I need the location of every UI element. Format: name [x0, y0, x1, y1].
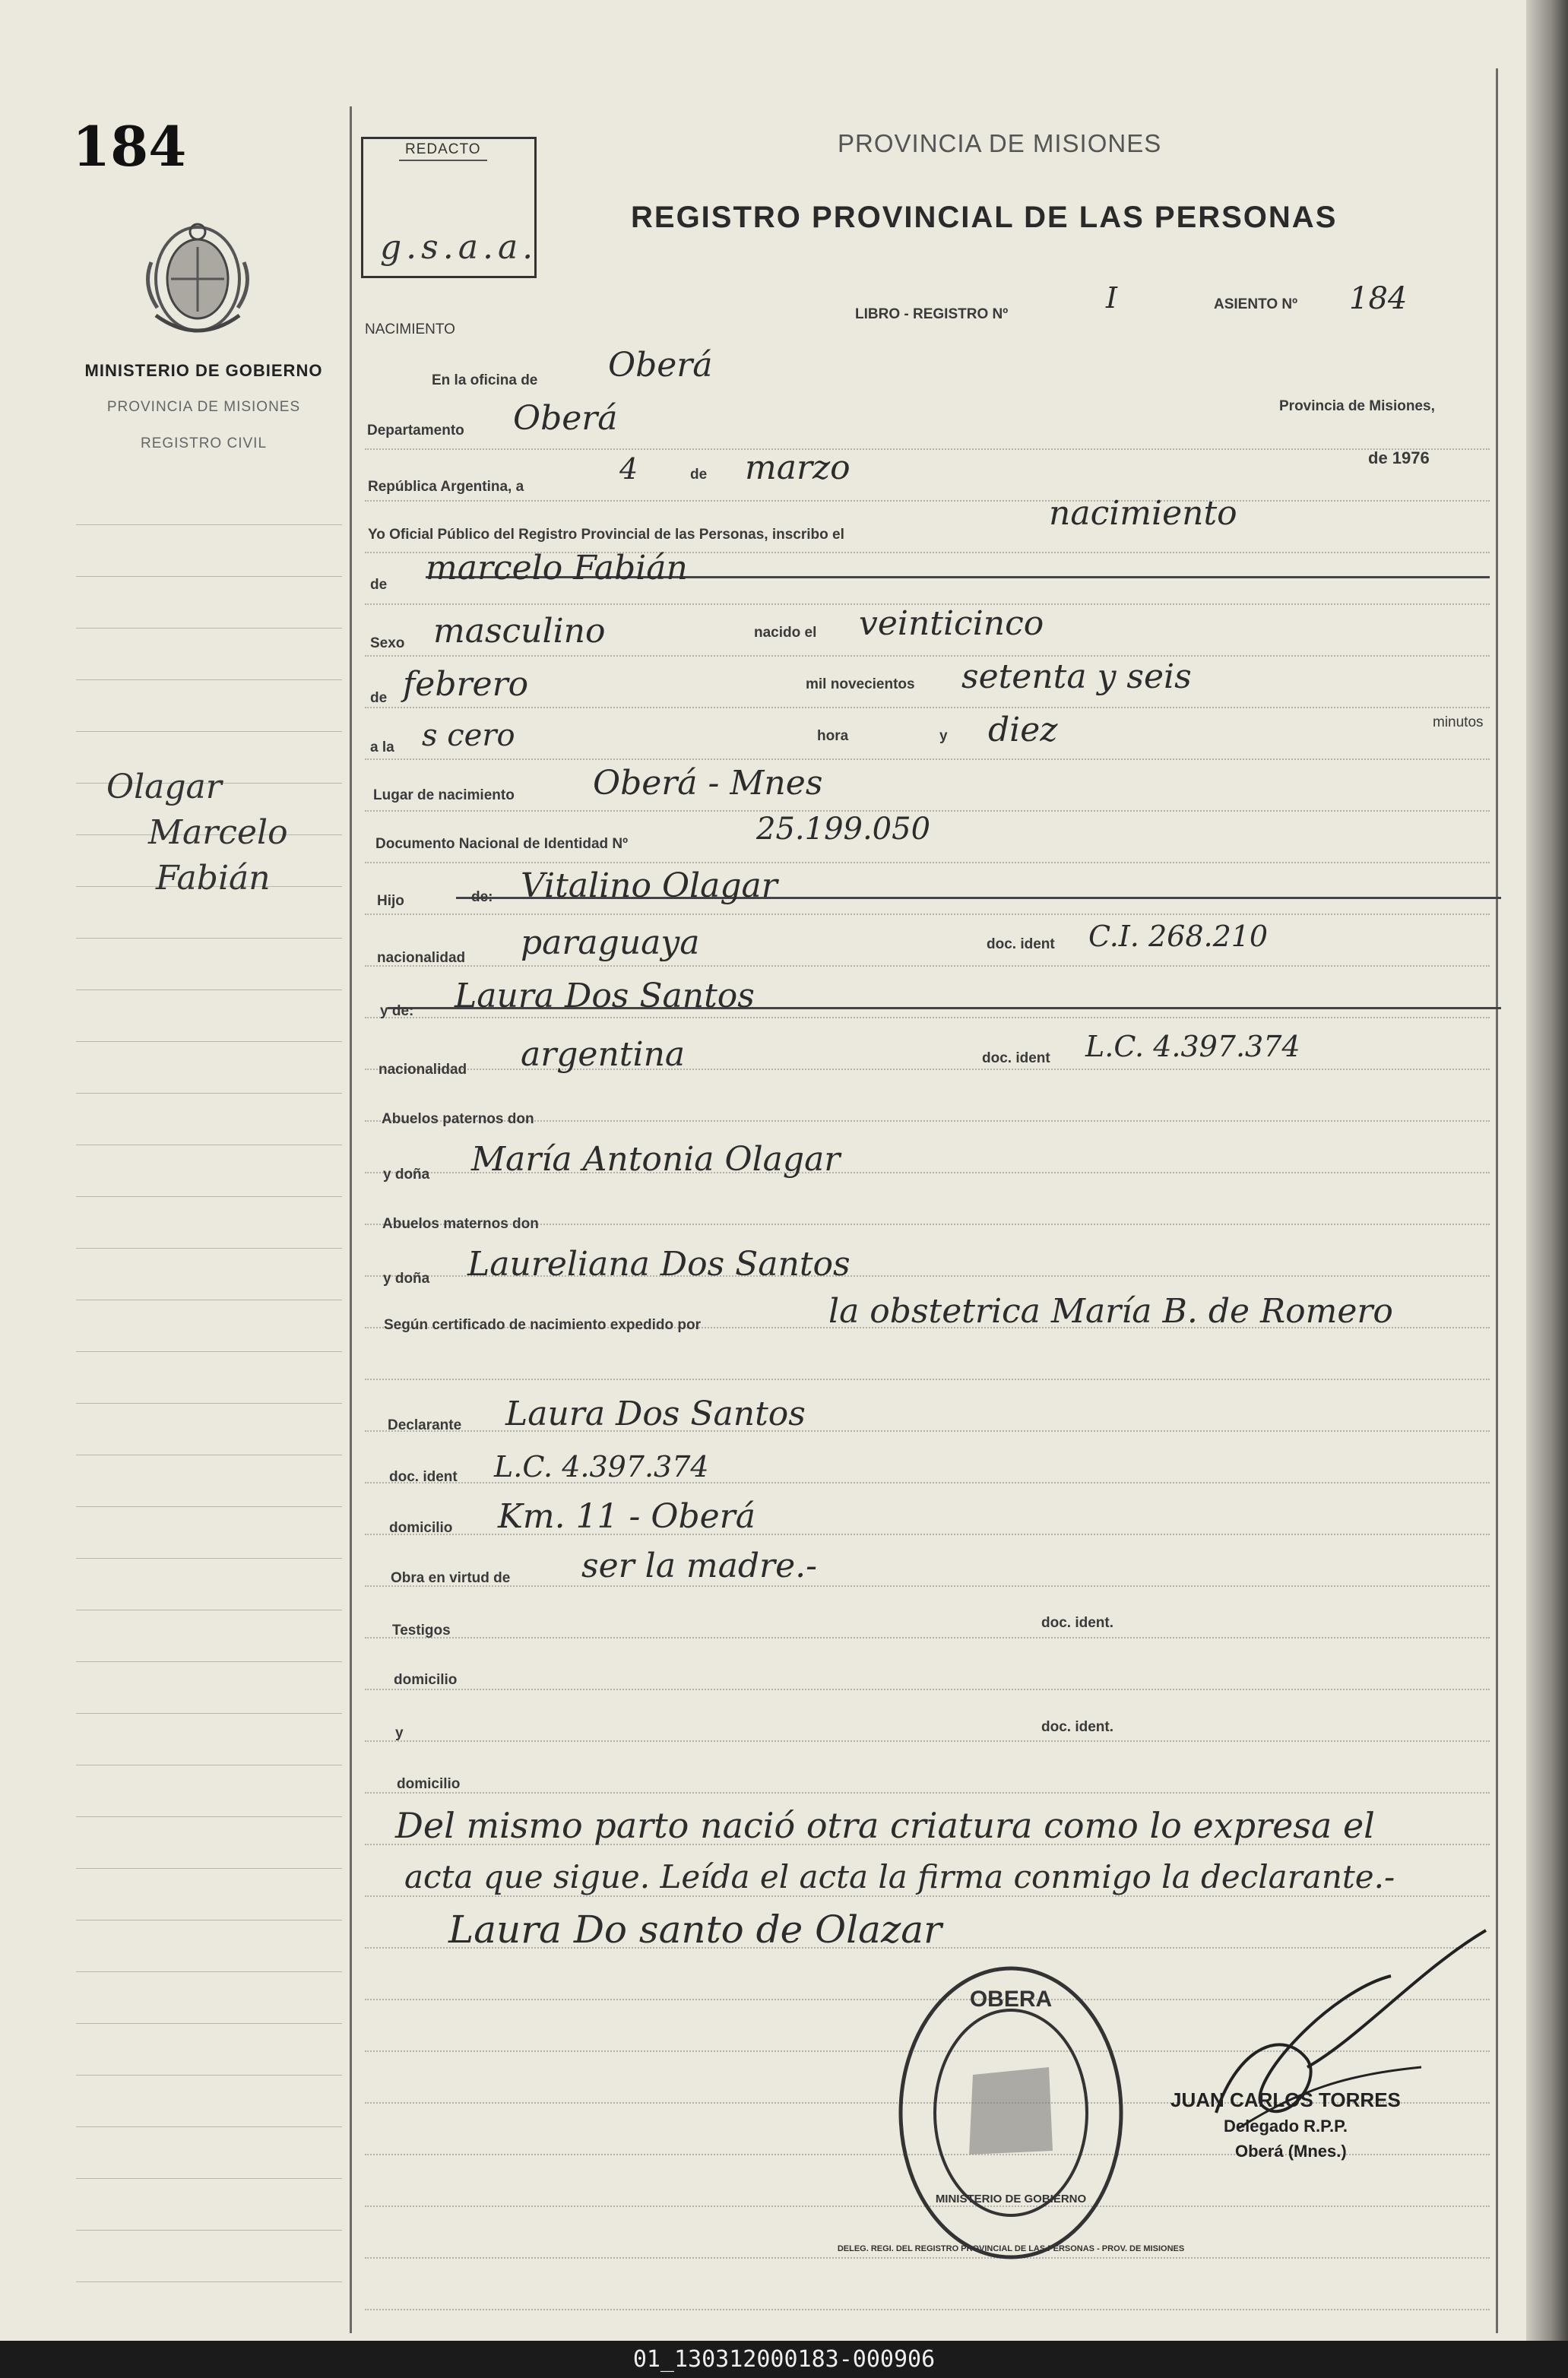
- form-rule-line: [365, 1740, 1490, 1743]
- form-rule-line: [365, 1379, 1490, 1381]
- sexo-value: masculino: [433, 612, 606, 651]
- margin-rule-line: [76, 679, 342, 680]
- dia-nac-value: veinticinco: [859, 604, 1044, 643]
- form-rule-line: [365, 655, 1490, 657]
- oficina-value: Oberá: [608, 346, 713, 385]
- ministry-office: REGISTRO CIVIL: [140, 435, 268, 451]
- footer-id: 01_130312000183-000906: [632, 2346, 936, 2373]
- alas-label: a la: [370, 739, 394, 755]
- libro-label: LIBRO - REGISTRO Nº: [855, 306, 1009, 322]
- provincia-label: Provincia de Misiones,: [1279, 398, 1435, 414]
- margin-rule-line: [76, 2281, 342, 2282]
- margin-rule-line: [76, 1868, 342, 1869]
- yde-label: y de:: [380, 1003, 414, 1019]
- republica-label: República Argentina, a: [368, 479, 524, 495]
- de-nombre-label: de: [370, 577, 388, 593]
- coat-of-arms-icon: [141, 217, 255, 338]
- de2-label: de: [370, 690, 388, 706]
- obra-label: Obra en virtud de: [391, 1570, 511, 1586]
- ministry-name: MINISTERIO DE GOBIERNO: [84, 361, 323, 380]
- binding-edge: [1526, 0, 1568, 2341]
- margin-rule-line: [76, 2126, 342, 2127]
- margin-rule-line: [76, 2178, 342, 2179]
- minutos-label: minutos: [1433, 714, 1484, 730]
- dni-value: 25.199.050: [756, 812, 931, 847]
- margin-rule-line: [76, 2230, 342, 2231]
- seal-inner-text: MINISTERIO DE GOBIERNO: [935, 2193, 1087, 2205]
- form-rule-line: [365, 965, 1490, 967]
- form-rule-line: [365, 448, 1490, 451]
- margin-rule-line: [76, 1093, 342, 1094]
- asiento-label: ASIENTO Nº: [1214, 296, 1298, 312]
- official-name: JUAN CARLOS TORRES: [1170, 2088, 1401, 2111]
- form-rule-line: [365, 500, 1490, 502]
- margin-name-surname: Olagar: [106, 768, 222, 806]
- de-label: de: [690, 467, 708, 483]
- doc-madre-value: L.C. 4.397.374: [1085, 1030, 1300, 1063]
- domicilio-value: Km. 11 - Oberá: [498, 1497, 755, 1536]
- domicilio3-label: domicilio: [397, 1776, 461, 1792]
- doc-ident2-label: doc. ident: [982, 1050, 1050, 1066]
- doc-declarante-value: L.C. 4.397.374: [494, 1450, 709, 1483]
- margin-rule-line: [76, 1248, 342, 1249]
- margin-rule-line: [76, 1403, 342, 1404]
- nombre-value: marcelo Fabián: [426, 549, 688, 587]
- redacto-label: REDACTO: [399, 141, 487, 161]
- form-rule-line: [365, 1585, 1490, 1588]
- form-rule-line: [365, 707, 1490, 709]
- margin-rule-line: [76, 938, 342, 939]
- margin-rule-line: [76, 524, 342, 525]
- ydona2-label: y doña: [383, 1271, 430, 1287]
- acto-value: nacimiento: [1049, 494, 1237, 533]
- seal-ring-text: DELEG. REGI. DEL REGISTRO PROVINCIAL DE LAS PERSONAS - PROV. DE MISIONES: [837, 2244, 1185, 2253]
- nacionalidad-label: nacionalidad: [377, 950, 466, 966]
- oficial-label: Yo Oficial Público del Registro Provincial de las Personas, inscribo el: [368, 527, 844, 543]
- nacionalidad2-label: nacionalidad: [379, 1062, 467, 1078]
- abuelos-maternos-label: Abuelos maternos don: [382, 1216, 539, 1232]
- margin-rule-line: [76, 1351, 342, 1352]
- abuelos-paternos-label: Abuelos paternos don: [382, 1111, 534, 1127]
- page-title: REGISTRO PROVINCIAL DE LAS PERSONAS: [631, 201, 1338, 234]
- padre-value: Vitalino Olagar: [521, 866, 778, 905]
- doc-ident3-label: doc. ident: [389, 1469, 458, 1485]
- hijo-label: Hijo: [377, 893, 404, 909]
- mes-value: marzo: [745, 448, 851, 487]
- departamento-value: Oberá: [513, 399, 618, 438]
- libro-value: I: [1106, 281, 1118, 315]
- margin-rule-line: [76, 1558, 342, 1559]
- hora-label: hora: [817, 728, 849, 744]
- nota-line-1: Del mismo parto nació otra criatura como lo expresa el: [395, 1805, 1375, 1846]
- madre-value: Laura Dos Santos: [455, 977, 755, 1015]
- official-place: Oberá (Mnes.): [1235, 2142, 1347, 2161]
- margin-rule-line: [76, 2023, 342, 2024]
- doc-ident5-label: doc. ident.: [1041, 1719, 1113, 1735]
- obra-value: ser la madre.-: [581, 1547, 817, 1585]
- lugar-label: Lugar de nacimiento: [373, 787, 515, 803]
- province-map-icon: [969, 2067, 1053, 2155]
- testigos-label: Testigos: [392, 1623, 451, 1639]
- margin-rule-line: [76, 628, 342, 629]
- nac-padre-value: paraguaya: [521, 923, 700, 962]
- form-rule-line: [365, 2309, 1490, 2311]
- nac-madre-value: argentina: [521, 1035, 686, 1074]
- folio-number: 184: [72, 114, 187, 179]
- oficina-label: En la oficina de: [432, 372, 538, 388]
- de3-label: de:: [471, 889, 493, 905]
- domicilio2-label: domicilio: [394, 1672, 458, 1688]
- seal-top-text: OBERA: [969, 1987, 1053, 2012]
- anio-nac-value: setenta y seis: [961, 657, 1192, 696]
- margin-rule-line: [76, 1506, 342, 1507]
- margin-rule-line: [76, 1713, 342, 1714]
- margin-rule-line: [76, 1041, 342, 1042]
- form-rule-line: [365, 862, 1490, 864]
- declarante-label: Declarante: [388, 1417, 462, 1433]
- nota-line-2: acta que sigue. Leída el acta la firma conmigo la declarante.-: [404, 1858, 1395, 1895]
- section-label: NACIMIENTO: [365, 321, 455, 337]
- doc-padre-value: C.I. 268.210: [1088, 920, 1269, 953]
- form-rule-line: [365, 1637, 1490, 1639]
- margin-name-first: Marcelo: [148, 813, 288, 852]
- official-role: Delegado R.P.P.: [1224, 2117, 1348, 2136]
- form-rule-line: [365, 1017, 1490, 1019]
- margin-rule-line: [76, 2075, 342, 2076]
- certificado-label: Según certificado de nacimiento expedido por: [384, 1317, 702, 1333]
- margin-rule-line: [76, 1971, 342, 1972]
- declarante-value: Laura Dos Santos: [505, 1395, 806, 1433]
- doc-ident-label: doc. ident: [987, 936, 1055, 952]
- sexo-label: Sexo: [370, 635, 405, 651]
- alas-value: s cero: [422, 718, 515, 753]
- y2-label: y: [395, 1725, 404, 1741]
- margin-name-second: Fabián: [156, 859, 271, 898]
- margin-rule-line: [76, 731, 342, 732]
- form-rule-line: [365, 758, 1490, 761]
- form-rule-line: [365, 1792, 1490, 1794]
- margin-rule: [350, 106, 352, 2333]
- ministry-province: PROVINCIA DE MISIONES: [106, 399, 301, 415]
- certificado-value: la obstetrica María B. de Romero: [828, 1292, 1393, 1331]
- redacto-initials: g.s.a.a.: [380, 228, 538, 267]
- minutos-value: diez: [988, 711, 1058, 749]
- abuela-paterna-value: María Antonia Olagar: [471, 1140, 841, 1179]
- form-rule-line: [365, 1689, 1490, 1691]
- domicilio-label: domicilio: [389, 1520, 453, 1536]
- asiento-value: 184: [1349, 281, 1408, 316]
- form-rule-line: [365, 914, 1490, 916]
- dia-value: 4: [619, 452, 638, 486]
- mil-label: mil novecientos: [806, 676, 915, 692]
- mes-nac-value: febrero: [403, 665, 529, 704]
- dni-label: Documento Nacional de Identidad Nº: [375, 836, 629, 852]
- anio-label: de 1976: [1368, 448, 1430, 467]
- lugar-value: Oberá - Mnes: [593, 764, 823, 803]
- nacido-label: nacido el: [754, 625, 817, 641]
- margin-rule-line: [76, 576, 342, 577]
- margin-rule-line: [76, 1816, 342, 1817]
- margin-rule-line: [76, 1196, 342, 1197]
- declarante-signature: Laura Do santo de Olazar: [448, 1908, 942, 1952]
- abuela-materna-value: Laureliana Dos Santos: [467, 1245, 851, 1284]
- official-seal: [837, 1961, 1185, 2265]
- form-rule-line: [365, 1895, 1490, 1898]
- doc-ident4-label: doc. ident.: [1041, 1615, 1113, 1631]
- ydona-label: y doña: [383, 1167, 430, 1183]
- y-label: y: [939, 728, 948, 744]
- margin-rule-line: [76, 1661, 342, 1662]
- header-province: PROVINCIA DE MISIONES: [838, 129, 1162, 157]
- departamento-label: Departamento: [367, 423, 464, 439]
